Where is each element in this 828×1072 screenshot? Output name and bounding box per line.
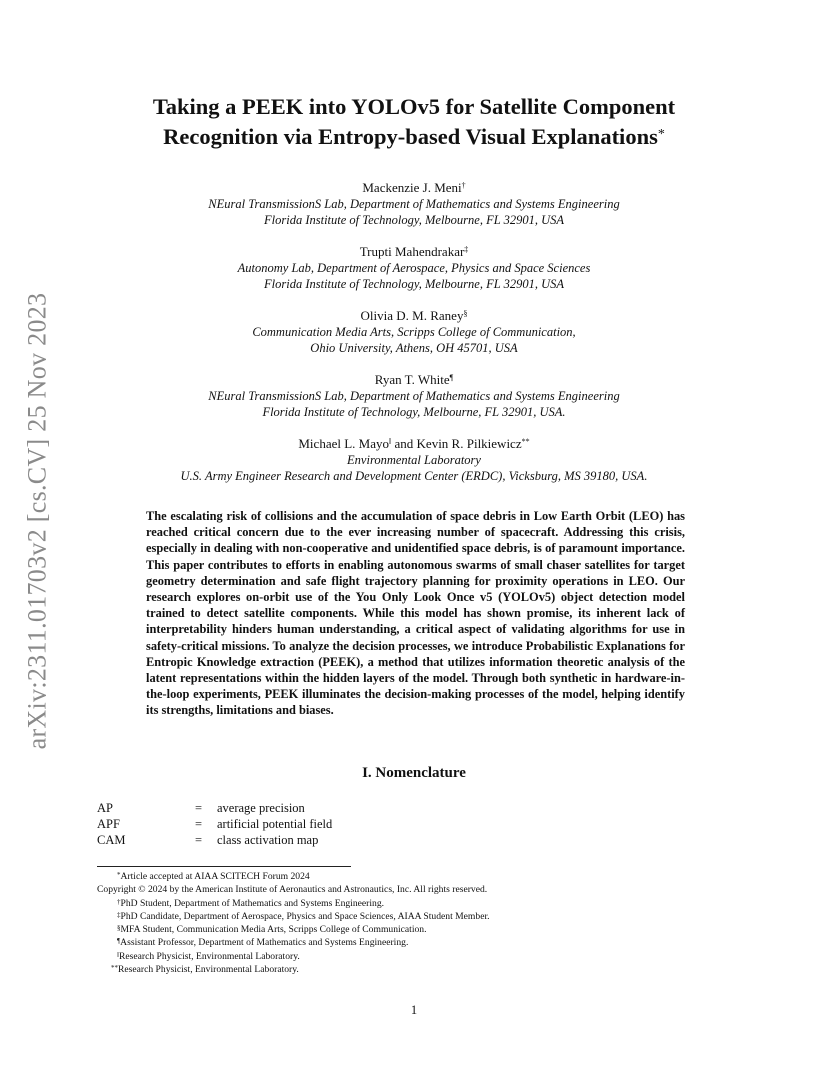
- footnote-mark: ¶: [117, 937, 121, 946]
- author-block: [120, 244, 708, 292]
- author-footnote-mark: ¶: [449, 373, 454, 382]
- author-affiliation-line: Environmental Laboratory: [347, 453, 481, 467]
- arxiv-sidebar-stamp: [22, 283, 52, 759]
- title-line-2: Recognition via Entropy-based Visual Explanations: [163, 124, 658, 149]
- footnote: [97, 963, 737, 976]
- author-block: [120, 372, 708, 420]
- author-conjunction: and: [391, 436, 417, 451]
- footnote-text: PhD Candidate, Department of Aerospace, Physics and Space Sciences, AIAA Student Member.: [120, 910, 490, 922]
- author-name: Ryan T. White: [374, 372, 450, 387]
- author-footnote-mark: ‖: [389, 437, 392, 446]
- author-affiliation-line: Communication Media Arts, Scripps College of Communication,: [252, 325, 576, 339]
- author-name: Olivia D. M. Raney: [360, 308, 464, 323]
- footnote-mark: ‖: [117, 950, 119, 959]
- nomenclature-row: [97, 800, 332, 816]
- footnote-mark: *: [117, 871, 121, 879]
- paper-title: [100, 92, 728, 152]
- abstract: The escalating risk of collisions and the accumulation of space debris in Low Earth Orbit (LEO) has reached critical concern due to the ever increasing number of spacecraft. Addressing this crisis, especially in dealing with non-cooperative and unidentified space debris, is of paramount importance. This paper contributes to efforts in enabling autonomous swarms of small chaser satellites for target geometry determination and safe flight trajectory planning for proximity operations in LEO. Our research explores on-orbit use of the You Only Look Once v5 (YOLOv5) object detection model trained to detect satellite components. While this model has shown promise, its inherent lack of interpretability hinders human understanding, a critical aspect of validating algorithms for use in safety-critical missions. To analyze the decision processes, we introduce Probabilistic Explanations for Entropic Knowledge extraction (PEEK), a method that utilizes information theoretic analysis of the latent representations within the hidden layers of the model. Through both synthetic in hardware-in-the-loop experiments, PEEK illuminates the decision-making processes of the model, helping identify its strengths, limitations and biases.: [146, 509, 685, 718]
- nomenclature-definition: artificial potential field: [217, 817, 333, 831]
- author-name: Kevin R. Pilkiewicz: [416, 436, 522, 451]
- footnote-text: PhD Student, Department of Mathematics and Systems Engineering.: [120, 897, 385, 909]
- nomenclature-equals: =: [195, 833, 203, 847]
- author-block: [120, 308, 708, 356]
- footnote: [97, 870, 737, 883]
- author-affiliation-line: Autonomy Lab, Department of Aerospace, Physics and Space Sciences: [237, 261, 591, 275]
- footnote-mark: **: [111, 964, 118, 973]
- footnote: [97, 910, 737, 923]
- author-affiliation-line: Florida Institute of Technology, Melbourne, FL 32901, USA: [264, 213, 564, 227]
- footnote-divider: [97, 866, 351, 867]
- footnote: [97, 950, 737, 963]
- nomenclature-row: [97, 832, 332, 848]
- arxiv-identifier: arXiv:2311.01703v2 [cs.CV] 25 Nov 2023: [22, 292, 52, 750]
- author-name: Mackenzie J. Meni: [362, 180, 462, 195]
- author-list: [120, 180, 708, 500]
- nomenclature-equals: =: [195, 817, 203, 831]
- page-number: 1: [410, 1003, 418, 1017]
- footnote-text: Copyright © 2024 by the American Institute of Aeronautics and Astronautics, Inc. All rights reserved.: [97, 884, 488, 896]
- footnote-text: Research Physicist, Environmental Laboratory.: [118, 950, 300, 962]
- footnotes: [97, 870, 737, 976]
- nomenclature-list: [97, 800, 332, 848]
- footnote-mark: †: [117, 897, 121, 906]
- nomenclature-definition: average precision: [217, 801, 305, 815]
- nomenclature-row: [97, 816, 332, 832]
- footnote: [97, 936, 737, 949]
- footnote: [97, 923, 737, 936]
- author-affiliation-line: Florida Institute of Technology, Melbourne, FL 32901, USA.: [262, 405, 566, 419]
- footnote-text: Research Physicist, Environmental Laboratory.: [118, 964, 299, 976]
- author-affiliation-line: Florida Institute of Technology, Melbourne, FL 32901, USA: [264, 277, 564, 291]
- footnote-text: Assistant Professor, Department of Mathematics and Systems Engineering.: [120, 937, 409, 949]
- author-block: [120, 436, 708, 484]
- title-footnote-mark: *: [657, 127, 665, 142]
- nomenclature-abbreviation: CAM: [97, 833, 126, 847]
- footnote-mark: §: [117, 924, 121, 933]
- nomenclature-equals: =: [195, 801, 203, 815]
- author-affiliation-line: NEural TransmissionS Lab, Department of Mathematics and Systems Engineering: [208, 197, 620, 211]
- author-footnote-mark: ‡: [464, 245, 469, 254]
- author-affiliation-line: U.S. Army Engineer Research and Development Center (ERDC), Vicksburg, MS 39180, USA.: [180, 469, 648, 483]
- title-line-1: Taking a PEEK into YOLOv5 for Satellite Component: [152, 94, 676, 119]
- author-affiliation-line: NEural TransmissionS Lab, Department of Mathematics and Systems Engineering: [208, 389, 620, 403]
- author-name: Trupti Mahendrakar: [359, 244, 465, 259]
- footnote-text: MFA Student, Communication Media Arts, Scripps College of Communication.: [120, 924, 427, 936]
- author-footnote-mark: **: [521, 437, 530, 446]
- section-heading: I. Nomenclature: [362, 765, 466, 781]
- author-affiliation-line: Ohio University, Athens, OH 45701, USA: [310, 341, 518, 355]
- nomenclature-definition: class activation map: [217, 833, 319, 847]
- footnote: [97, 883, 737, 896]
- author-name: Michael L. Mayo: [298, 436, 389, 451]
- author-footnote-mark: §: [463, 309, 468, 318]
- footnote-mark: ‡: [117, 910, 121, 919]
- footnote: [97, 897, 737, 910]
- author-block: [120, 180, 708, 228]
- nomenclature-abbreviation: AP: [97, 801, 113, 815]
- nomenclature-abbreviation: APF: [97, 817, 120, 831]
- author-footnote-mark: †: [461, 181, 466, 190]
- footnote-text: Article accepted at AIAA SCITECH Forum 2024: [120, 871, 310, 882]
